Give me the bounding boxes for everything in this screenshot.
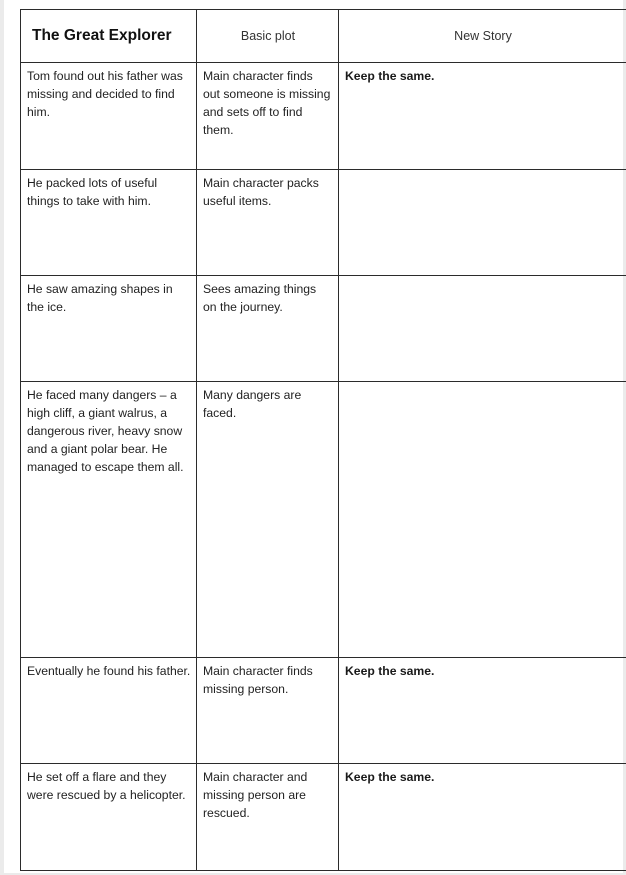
new-story-cell[interactable]: Keep the same. (339, 764, 626, 871)
new-story-cell[interactable] (339, 382, 626, 658)
original-story-cell: He packed lots of useful things to take with him. (21, 170, 197, 276)
table-row (21, 63, 626, 170)
table-row (21, 276, 626, 382)
worksheet-title: The Great Explorer (21, 10, 197, 63)
original-story-cell: He set off a flare and they were rescued by a helicopter. (21, 764, 197, 871)
basic-plot-cell: Many dangers are faced. (197, 382, 339, 658)
basic-plot-cell: Main character finds out someone is missing and sets off to find them. (197, 63, 339, 170)
table-row (21, 382, 626, 658)
worksheet-page (4, 0, 623, 873)
column-header-new-story: New Story (339, 10, 626, 63)
story-plan-table (20, 9, 626, 871)
original-story-cell: Eventually he found his father. (21, 658, 197, 764)
table-header-row (21, 10, 626, 63)
basic-plot-cell: Main character finds missing person. (197, 658, 339, 764)
new-story-cell[interactable]: Keep the same. (339, 658, 626, 764)
table-row (21, 658, 626, 764)
original-story-cell: He saw amazing shapes in the ice. (21, 276, 197, 382)
basic-plot-cell: Main character and missing person are rescued. (197, 764, 339, 871)
basic-plot-cell: Sees amazing things on the journey. (197, 276, 339, 382)
new-story-cell[interactable]: Keep the same. (339, 63, 626, 170)
original-story-cell: He faced many dangers – a high cliff, a giant walrus, a dangerous river, heavy snow and a giant polar bear. He managed to escape them all. (21, 382, 197, 658)
column-header-basic-plot: Basic plot (197, 10, 339, 63)
basic-plot-cell: Main character packs useful items. (197, 170, 339, 276)
new-story-cell[interactable] (339, 170, 626, 276)
table-row (21, 170, 626, 276)
table-row (21, 764, 626, 871)
original-story-cell: Tom found out his father was missing and decided to find him. (21, 63, 197, 170)
new-story-cell[interactable] (339, 276, 626, 382)
